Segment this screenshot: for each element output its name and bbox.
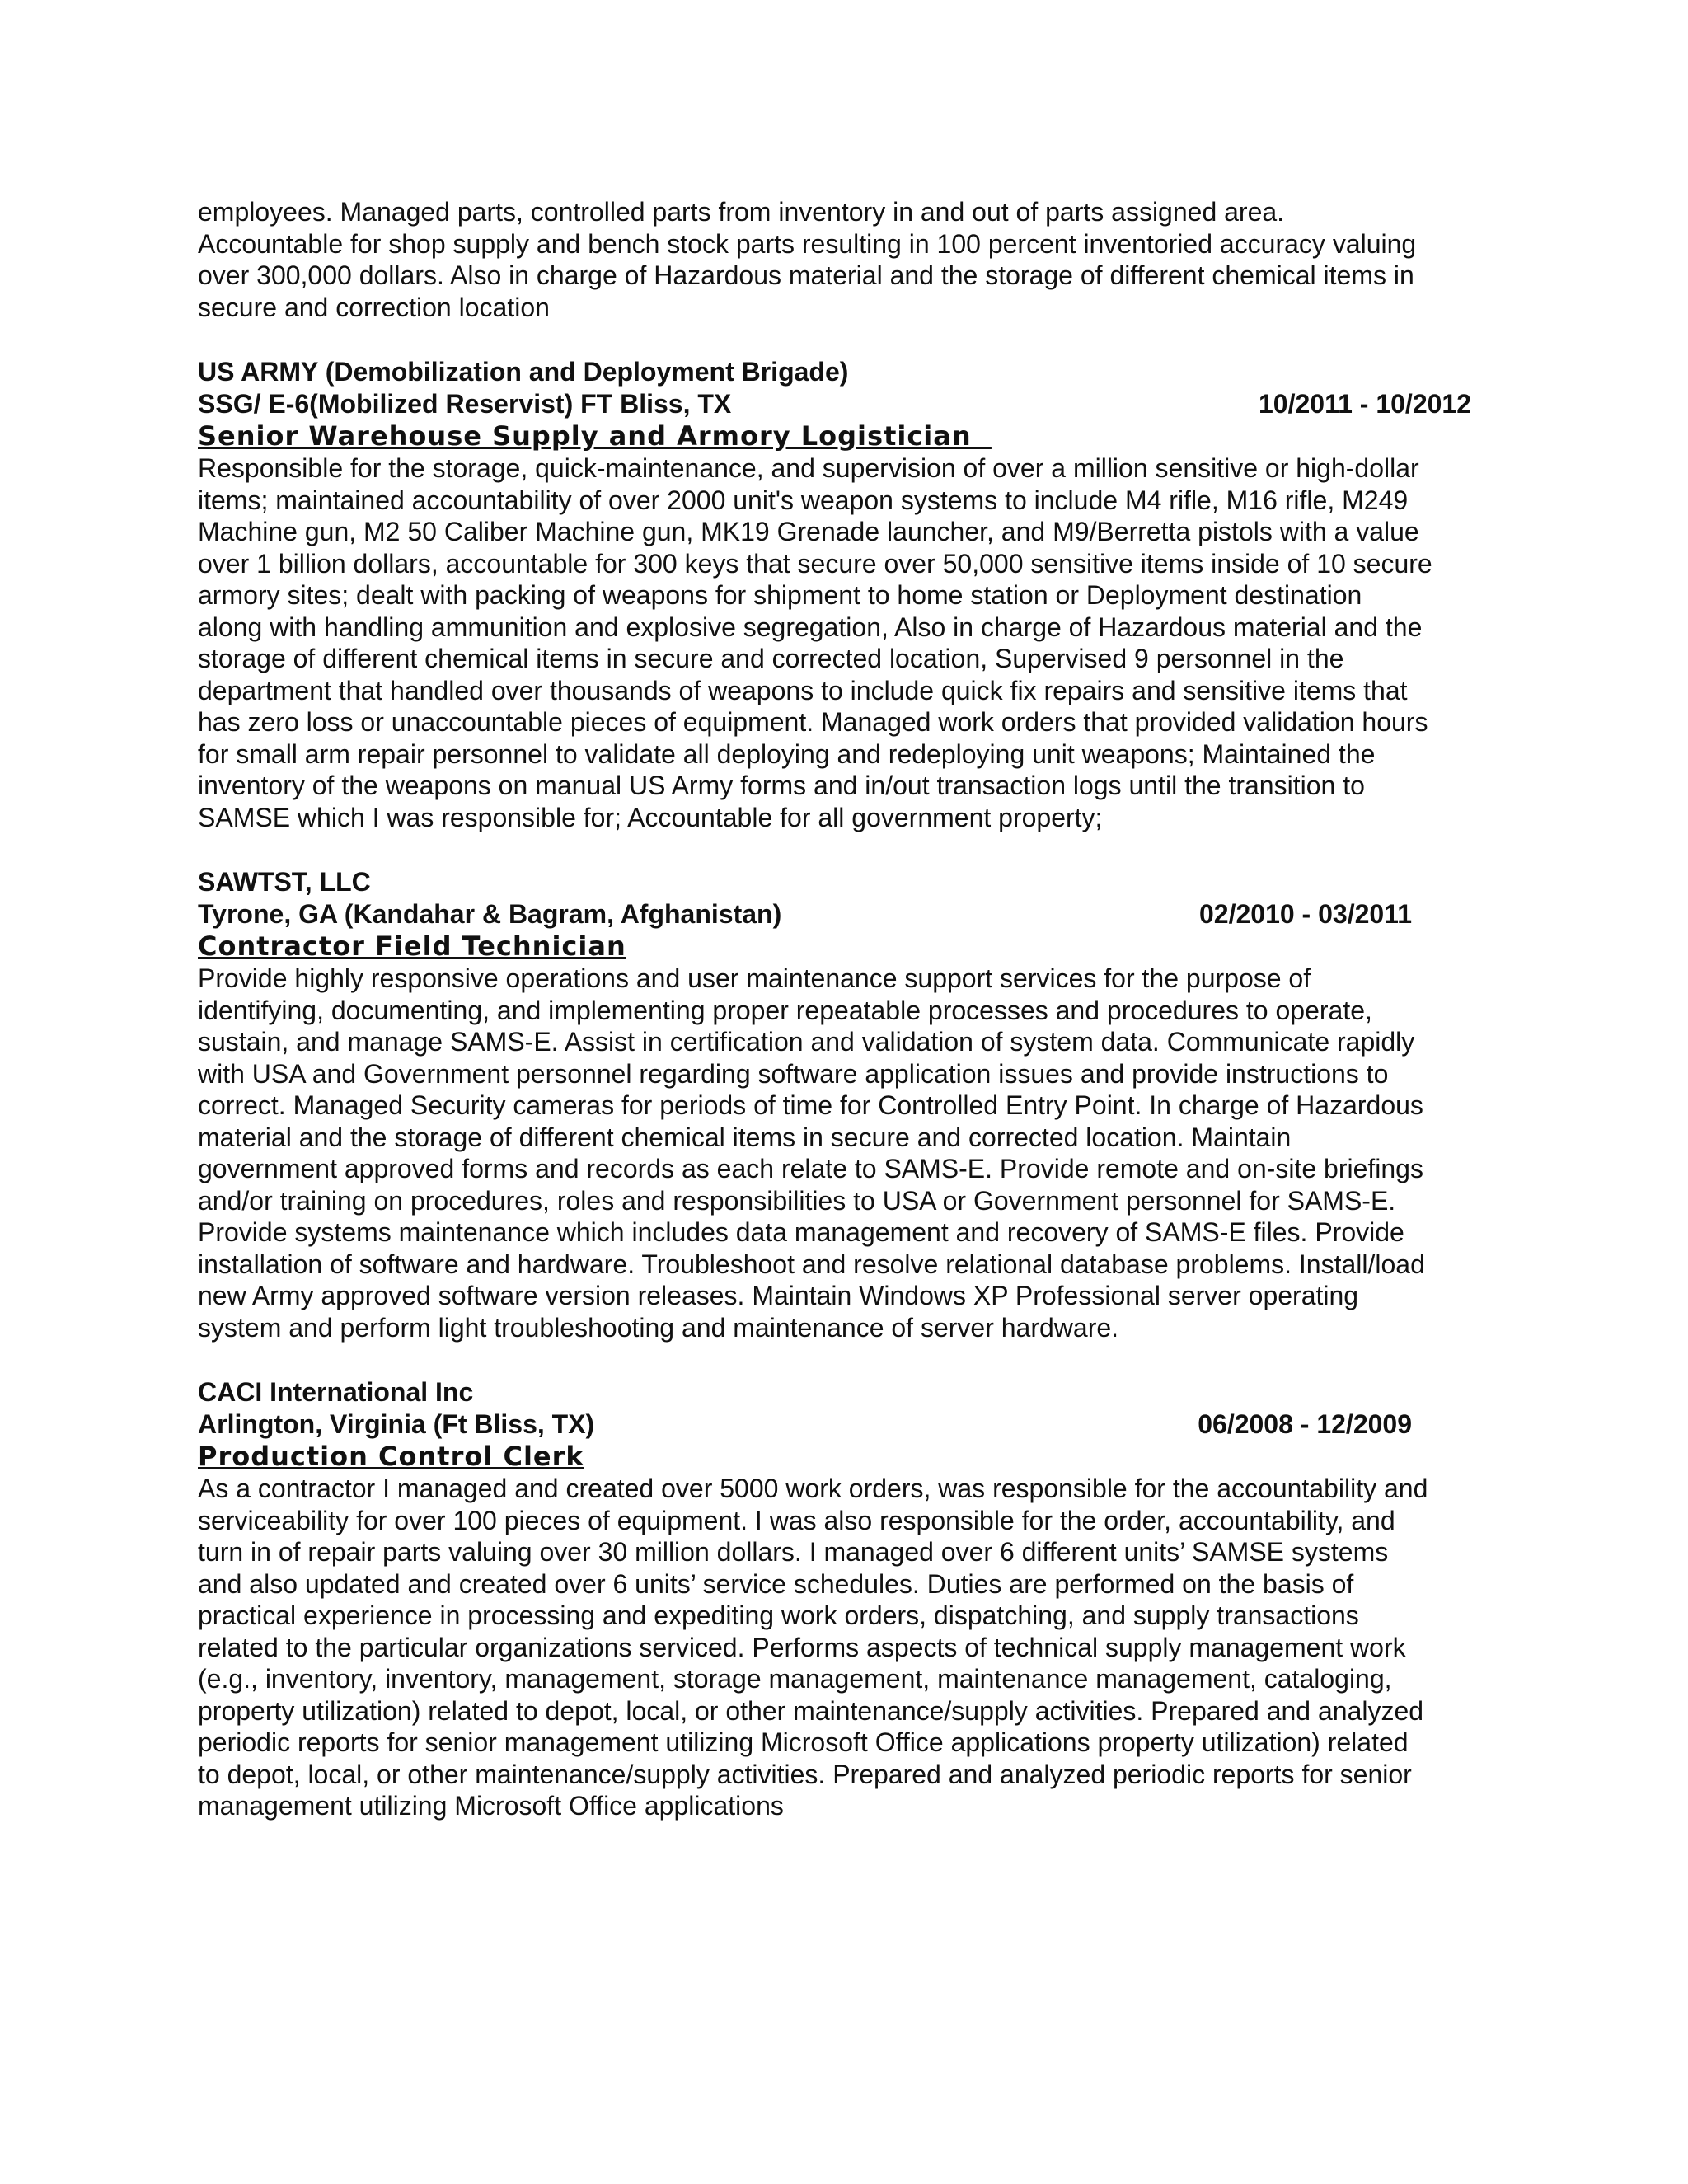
job-location: Tyrone, GA (Kandahar & Bagram, Afghanistan): [198, 898, 782, 929]
job-location: SSG/ E-6(Mobilized Reservist) FT Bliss, TX: [198, 388, 732, 419]
job-title: Contractor Field Technician: [198, 930, 626, 962]
job-title: Senior Warehouse Supply and Armory Logistician: [198, 420, 992, 452]
resume-page: [198, 196, 1484, 1822]
company-name: CACI International Inc: [198, 1377, 474, 1407]
job-title: Production Control Clerk: [198, 1441, 584, 1472]
job-section-us-army: [198, 356, 1484, 833]
job-location-row: [198, 1408, 1412, 1441]
company-name: US ARMY (Demobilization and Deployment Brigade): [198, 357, 849, 387]
intro-paragraph: employees. Managed parts, controlled parts from inventory in and out of parts assigned area. Accountable for shop supply and bench stock parts resulting in 100 percent inventoried accuracy valuing over 300,000 dollars. Also in charge of Hazardous material and the storage of different chemical items in secure and correction location: [198, 197, 1417, 322]
job-description: Provide highly responsive operations and user maintenance support services for the purpose of identifying, documenting, and implementing proper repeatable processes and procedures to operate, sustain, and manage SAMS-E. Assist in certification and validation of system data. Communicate rapidly with USA and Government personnel regarding software application issues and provide instructions to correct. Managed Security cameras for periods of time for Controlled Entry Point. In charge of Hazardous material and the storage of different chemical items in secure and corrected location. Maintain government approved forms and records as each relate to SAMS-E. Provide remote and on-site briefings and/or training on procedures, roles and responsibilities to USA or Government personnel for SAMS-E. Provide systems maintenance which includes data management and recovery of SAMS-E files. Provide installation of software and hardware. Troubleshoot and resolve relational database problems. Install/load new Army approved software version releases. Maintain Windows XP Professional server operating system and perform light troubleshooting and maintenance of server hardware.: [198, 963, 1425, 1343]
company-name: SAWTST, LLC: [198, 867, 371, 897]
job-section-caci: [198, 1376, 1484, 1822]
job-section-sawtst: [198, 866, 1484, 1343]
job-description: Responsible for the storage, quick-maintenance, and supervision of over a million sensitive or high-dollar items; maintained accountability of over 2000 unit's weapon systems to include M4 rifle, M16 rifle, M249 Machine gun, M2 50 Caliber Machine gun, MK19 Grenade launcher, and M9/Berretta pistols with a value over 1 billion dollars, accountable for 300 keys that secure over 50,000 sensitive items inside of 10 secure armory sites; dealt with packing of weapons for shipment to home station or Deployment destination along with handling ammunition and explosive segregation, Also in charge of Hazardous material and the storage of different chemical items in secure and corrected location, Supervised 9 personnel in the department that handled over thousands of weapons to include quick fix repairs and sensitive items that has zero loss or unaccountable pieces of equipment. Managed work orders that provided validation hours for small arm repair personnel to validate all deploying and redeploying unit weapons; Maintained the inventory of the weapons on manual US Army forms and in/out transaction logs until the transition to SAMSE which I was responsible for; Accountable for all government property;: [198, 453, 1432, 832]
job-location-row: [198, 388, 1471, 420]
job-location: Arlington, Virginia (Ft Bliss, TX): [198, 1408, 595, 1439]
job-dates: 02/2010 - 03/2011: [1198, 898, 1412, 929]
job-location-row: [198, 898, 1412, 930]
job-dates: 10/2011 - 10/2012: [1258, 388, 1471, 419]
job-description: As a contractor I managed and created over 5000 work orders, was responsible for the accountability and serviceability for over 100 pieces of equipment. I was also responsible for the order, accountability, and turn in of repair parts valuing over 30 million dollars. I managed over 6 different units’ SAMSE systems and also updated and created over 6 units’ service schedules. Duties are performed on the basis of practical experience in processing and expediting work orders, dispatching, and supply transactions related to the particular organizations serviced. Performs aspects of technical supply management work (e.g., inventory, inventory, management, storage management, maintenance management, cataloging, property utilization) related to depot, local, or other maintenance/supply activities. Prepared and analyzed periodic reports for senior management utilizing Microsoft Office applications property utilization) related to depot, local, or other maintenance/supply activities. Prepared and analyzed periodic reports for senior management utilizing Microsoft Office applications: [198, 1474, 1428, 1821]
job-dates: 06/2008 - 12/2009: [1198, 1408, 1412, 1439]
